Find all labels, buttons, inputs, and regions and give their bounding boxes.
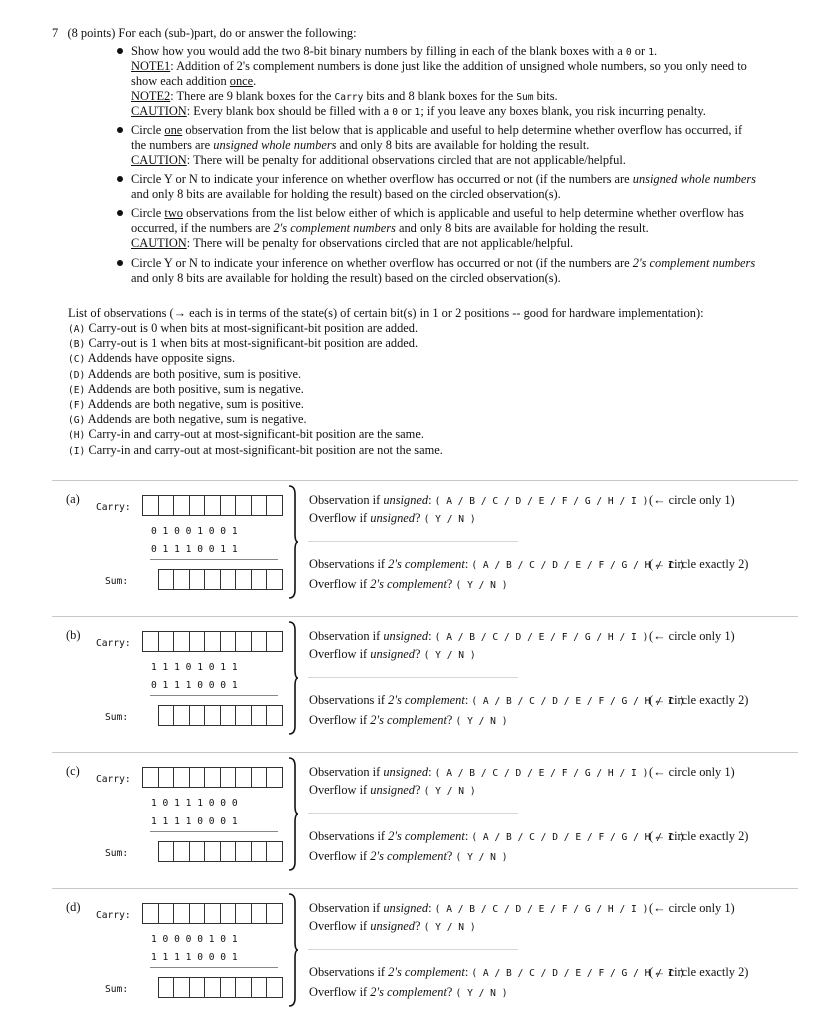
overflow-unsigned-row <box>309 783 476 798</box>
sum-rule <box>150 967 278 968</box>
sum-bit-box[interactable] <box>235 569 252 590</box>
part-separator <box>52 480 798 481</box>
observation-item <box>68 382 304 397</box>
part-label: (a) <box>66 492 80 506</box>
overflow-unsigned-choices[interactable]: ( Y / N ) <box>423 786 476 797</box>
observation-item <box>68 321 418 336</box>
addend-2: 1 1 1 1 0 0 0 1 <box>151 952 238 963</box>
question-number: 7 <box>52 26 59 40</box>
overflow-twos-type: 2's complement <box>370 713 447 727</box>
carry-bit-box[interactable] <box>235 767 252 788</box>
observation-key: (A) <box>68 324 86 335</box>
part-label: (d) <box>66 900 81 914</box>
sum-bit-box[interactable] <box>220 841 237 862</box>
sum-bit-box[interactable] <box>158 977 175 998</box>
bullet-2-marker <box>117 127 123 133</box>
overflow-twos-type: 2's complement <box>370 985 447 999</box>
observation-unsigned-type: unsigned <box>383 629 429 643</box>
observation-text: Carry-out is 1 when bits at most-significant-bit position are added. <box>88 336 419 351</box>
sum-rule <box>150 559 278 560</box>
observation-key: (D) <box>68 369 86 381</box>
bullet-5-line-1: Circle Y or N to indicate your inference on whether overflow has occurred or not (if the numbers are 2's complement numbers <box>131 256 756 270</box>
observation-text: Carry-in and carry-out at most-significant-bit position are not the same. <box>88 442 443 457</box>
observation-unsigned-row <box>309 629 648 644</box>
carry-bit-box[interactable] <box>142 631 159 652</box>
observation-unsigned-row <box>309 765 648 780</box>
observation-key: (F) <box>68 400 86 411</box>
caution-1-line: CAUTION: Every blank box should be filled with a 0 or 1; if you leave any boxes blank, you risk incurring penalty. <box>131 104 706 118</box>
carry-label: Carry: <box>96 910 131 921</box>
observation-twos-row <box>309 693 685 708</box>
overflow-unsigned-type: unsigned <box>370 919 416 933</box>
circle-only-note: (← circle only 1) <box>649 629 735 643</box>
carry-bit-box[interactable] <box>235 495 252 516</box>
carry-bit-box[interactable] <box>204 631 221 652</box>
addend-2: 1 1 1 1 0 0 0 1 <box>151 816 238 827</box>
observation-twos-row <box>309 965 685 980</box>
overflow-twos-choices[interactable]: ( Y / N ) <box>455 852 508 863</box>
observation-unsigned-colon: : <box>428 629 432 643</box>
observation-twos-prefix: Observations if <box>309 557 386 571</box>
overflow-twos-row <box>309 985 508 1000</box>
carry-bit-box[interactable] <box>251 767 268 788</box>
carry-bit-box[interactable] <box>204 767 221 788</box>
bullet-2-line-2: the numbers are unsigned whole numbers and only 8 bits are available for holding the result. <box>131 138 590 152</box>
carry-bit-box[interactable] <box>142 495 159 516</box>
observation-twos-prefix: Observations if <box>309 693 386 707</box>
carry-bit-box[interactable] <box>173 903 190 924</box>
overflow-unsigned-type: unsigned <box>370 647 416 661</box>
carry-bit-box[interactable] <box>158 903 175 924</box>
bullet-4-line-1: Circle two observations from the list below either of which is applicable and useful to help determine whether overflow has <box>131 206 744 220</box>
observation-twos-choices[interactable]: ( A / B / C / D / E / F / G / H / I ) <box>471 968 686 979</box>
sum-bit-box[interactable] <box>251 841 268 862</box>
observation-item <box>68 397 304 412</box>
sum-bit-box[interactable] <box>220 705 237 726</box>
carry-bit-box[interactable] <box>251 495 268 516</box>
sum-bit-box[interactable] <box>158 841 175 862</box>
overflow-twos-type: 2's complement <box>370 849 447 863</box>
carry-bit-box[interactable] <box>220 631 237 652</box>
overflow-unsigned-prefix: Overflow if <box>309 783 368 797</box>
carry-bit-box[interactable] <box>158 767 175 788</box>
sum-bit-box[interactable] <box>251 705 268 726</box>
observation-twos-choices[interactable]: ( A / B / C / D / E / F / G / H / I ) <box>471 696 686 707</box>
carry-bit-box[interactable] <box>173 767 190 788</box>
observation-twos-colon: : <box>464 965 469 979</box>
observation-text: Addends are both positive, sum is negative. <box>87 381 304 396</box>
sum-bit-box[interactable] <box>220 569 237 590</box>
observation-twos-colon: : <box>464 693 469 707</box>
sum-bit-box[interactable] <box>235 977 252 998</box>
overflow-unsigned-qmark: ? <box>415 919 421 933</box>
question-header <box>52 26 357 40</box>
observation-twos-row <box>309 829 685 844</box>
bullet-1-line-1: Show how you would add the two 8-bit binary numbers by filling in each of the blank boxes with a 0 or 1. <box>131 44 658 58</box>
addend-1: 0 1 0 0 1 0 0 1 <box>151 526 238 537</box>
sum-bit-box[interactable] <box>173 569 190 590</box>
addend-1: 1 0 1 1 1 0 0 0 <box>151 798 238 809</box>
sum-bit-box[interactable] <box>266 841 283 862</box>
overflow-unsigned-prefix: Overflow if <box>309 647 368 661</box>
sum-bit-box[interactable] <box>251 977 268 998</box>
sum-label: Sum: <box>105 848 129 859</box>
observation-key: (E) <box>68 384 86 396</box>
question-intro: (8 points) For each (sub-)part, do or answer the following: <box>67 26 357 40</box>
sum-bit-box[interactable] <box>173 705 190 726</box>
observation-twos-colon: : <box>464 557 469 571</box>
overflow-unsigned-choices[interactable]: ( Y / N ) <box>423 650 476 661</box>
observation-key: (G) <box>68 415 86 427</box>
sum-bit-box[interactable] <box>173 977 190 998</box>
observation-unsigned-colon: : <box>428 493 432 507</box>
overflow-unsigned-row <box>309 511 476 526</box>
circle-exactly-note: (← circle exactly 2) <box>649 693 749 707</box>
overflow-twos-row <box>309 849 508 864</box>
overflow-twos-qmark: ? <box>446 985 453 999</box>
bullet-3-line-2: and only 8 bits are available for holding the result) based on the circled observation(s). <box>131 187 561 201</box>
sum-bit-box[interactable] <box>158 705 175 726</box>
right-brace <box>287 484 299 600</box>
circle-only-note: (← circle only 1) <box>649 765 735 779</box>
bullet-3-line-1: Circle Y or N to indicate your inference on whether overflow has occurred or not (if the numbers are unsigned whole numbers <box>131 172 756 186</box>
overflow-twos-choices[interactable]: ( Y / N ) <box>455 580 508 591</box>
observation-twos-colon: : <box>464 829 469 843</box>
sum-bit-box[interactable] <box>189 705 206 726</box>
observation-unsigned-choices[interactable]: ( A / B / C / D / E / F / G / H / I ) <box>434 768 649 779</box>
observation-item <box>68 367 301 382</box>
observation-twos-type: 2's complement <box>388 829 465 843</box>
observation-key: (H) <box>68 430 86 442</box>
note1-line-2: show each addition once. <box>131 74 257 88</box>
overflow-unsigned-type: unsigned <box>370 783 416 797</box>
observation-unsigned-type: unsigned <box>383 765 429 779</box>
carry-bit-box[interactable] <box>158 631 175 652</box>
overflow-twos-prefix: Overflow if <box>309 577 368 591</box>
carry-bit-box[interactable] <box>158 495 175 516</box>
observation-unsigned-colon: : <box>428 901 432 915</box>
observation-twos-row <box>309 557 685 572</box>
overflow-twos-qmark: ? <box>446 713 453 727</box>
observation-unsigned-choices[interactable]: ( A / B / C / D / E / F / G / H / I ) <box>434 496 649 507</box>
bullet-4-marker <box>117 210 123 216</box>
observation-unsigned-row <box>309 901 648 916</box>
observation-twos-prefix: Observations if <box>309 965 386 979</box>
overflow-unsigned-choices[interactable]: ( Y / N ) <box>423 922 476 933</box>
overflow-twos-prefix: Overflow if <box>309 985 368 999</box>
observation-twos-type: 2's complement <box>388 557 465 571</box>
part-label: (b) <box>66 628 81 642</box>
sum-bit-box[interactable] <box>204 705 221 726</box>
observation-key: (C) <box>68 354 86 366</box>
carry-bit-box[interactable] <box>220 767 237 788</box>
observation-text: Addends are both negative, sum is positive. <box>87 397 304 411</box>
observation-unsigned-prefix: Observation if <box>309 901 381 915</box>
carry-bit-box[interactable] <box>266 631 283 652</box>
note2-line: NOTE2: There are 9 blank boxes for the Carry bits and 8 blank boxes for the Sum bits. <box>131 89 558 103</box>
bullet-5-line-2: and only 8 bits are available for holding the result) based on the circled observation(s). <box>131 271 561 285</box>
caution-4-line: CAUTION: There will be penalty for observations circled that are not applicable/helpful. <box>131 236 574 250</box>
carry-bit-box[interactable] <box>266 495 283 516</box>
circle-only-note: (← circle only 1) <box>649 493 735 507</box>
sum-bit-box[interactable] <box>251 569 268 590</box>
overflow-twos-choices[interactable]: ( Y / N ) <box>455 716 508 727</box>
note1-line-1: NOTE1: Addition of 2's complement numbers is done just like the addition of unsigned whole numbers, so you only need to <box>131 59 747 73</box>
observation-twos-choices[interactable]: ( A / B / C / D / E / F / G / H / I ) <box>471 832 686 843</box>
part-separator <box>52 752 798 753</box>
right-brace <box>287 620 299 736</box>
overflow-unsigned-prefix: Overflow if <box>309 511 368 525</box>
addend-2: 0 1 1 1 0 0 1 1 <box>151 544 238 555</box>
sum-bit-box[interactable] <box>235 705 252 726</box>
circle-exactly-note: (← circle exactly 2) <box>649 829 749 843</box>
carry-bit-box[interactable] <box>189 631 206 652</box>
right-brace <box>287 892 299 1008</box>
bullet-5-marker <box>117 260 123 266</box>
observation-item <box>68 443 443 458</box>
observation-item <box>68 412 307 427</box>
carry-bit-box[interactable] <box>266 903 283 924</box>
sum-bit-box[interactable] <box>266 977 283 998</box>
overflow-unsigned-type: unsigned <box>370 511 416 525</box>
sum-bit-box[interactable] <box>220 977 237 998</box>
observation-key: (I) <box>68 445 86 457</box>
addend-2: 0 1 1 1 0 0 0 1 <box>151 680 238 691</box>
carry-label: Carry: <box>96 502 131 513</box>
sum-label: Sum: <box>105 984 129 995</box>
addend-1: 1 0 0 0 0 1 0 1 <box>151 934 238 945</box>
carry-label: Carry: <box>96 638 131 649</box>
sum-bit-box[interactable] <box>189 977 206 998</box>
overflow-twos-row <box>309 713 508 728</box>
overflow-twos-qmark: ? <box>446 849 453 863</box>
observation-unsigned-type: unsigned <box>383 493 429 507</box>
right-brace <box>287 756 299 872</box>
overflow-twos-prefix: Overflow if <box>309 849 368 863</box>
part-separator <box>52 616 798 617</box>
observation-item <box>68 351 235 366</box>
answer-divider <box>308 813 518 814</box>
overflow-twos-qmark: ? <box>446 577 453 591</box>
overflow-unsigned-row <box>309 919 476 934</box>
bullet-4-line-2: occurred, if the numbers are 2's complement numbers and only 8 bits are available for holding the result. <box>131 221 649 235</box>
observation-unsigned-prefix: Observation if <box>309 629 381 643</box>
observation-item <box>68 427 424 442</box>
observation-unsigned-choices[interactable]: ( A / B / C / D / E / F / G / H / I ) <box>434 904 649 915</box>
sum-label: Sum: <box>105 576 129 587</box>
sum-bit-box[interactable] <box>189 569 206 590</box>
observation-text: Addends have opposite signs. <box>87 351 236 366</box>
circle-exactly-note: (← circle exactly 2) <box>649 965 749 979</box>
overflow-twos-prefix: Overflow if <box>309 713 368 727</box>
carry-bit-box[interactable] <box>173 631 190 652</box>
sum-bit-box[interactable] <box>189 841 206 862</box>
sum-bit-box[interactable] <box>204 841 221 862</box>
caution-2-line: CAUTION: There will be penalty for additional observations circled that are not applicable/helpful. <box>131 153 626 167</box>
bullet-2-line-1: Circle one observation from the list below that is applicable and useful to help determine whether overflow has occurred, if <box>131 123 743 137</box>
addend-1: 1 1 1 0 1 0 1 1 <box>151 662 238 673</box>
observation-unsigned-type: unsigned <box>383 901 429 915</box>
sum-bit-box[interactable] <box>235 841 252 862</box>
sum-bit-box[interactable] <box>158 569 175 590</box>
sum-bit-box[interactable] <box>204 569 221 590</box>
sum-bit-box[interactable] <box>173 841 190 862</box>
overflow-unsigned-qmark: ? <box>415 783 421 797</box>
observations-heading: List of observations (→ each is in terms of the state(s) of certain bit(s) in 1 or 2 positions -- good for hardware implementation): <box>68 306 704 320</box>
carry-bit-box[interactable] <box>142 903 159 924</box>
observation-unsigned-prefix: Observation if <box>309 493 381 507</box>
overflow-unsigned-qmark: ? <box>415 511 421 525</box>
observation-text: Addends are both negative, sum is negative. <box>87 412 307 427</box>
answer-divider <box>308 677 518 678</box>
carry-bit-box[interactable] <box>235 631 252 652</box>
carry-bit-box[interactable] <box>266 767 283 788</box>
answer-divider <box>308 949 518 950</box>
sum-bit-box[interactable] <box>204 977 221 998</box>
overflow-unsigned-qmark: ? <box>415 647 421 661</box>
sum-bit-box[interactable] <box>266 705 283 726</box>
sum-bit-box[interactable] <box>266 569 283 590</box>
overflow-twos-row <box>309 577 508 592</box>
observation-unsigned-prefix: Observation if <box>309 765 381 779</box>
observation-twos-type: 2's complement <box>388 693 465 707</box>
observation-unsigned-choices[interactable]: ( A / B / C / D / E / F / G / H / I ) <box>434 632 649 643</box>
part-separator <box>52 888 798 889</box>
bullet-1-marker <box>117 48 123 54</box>
carry-bit-box[interactable] <box>220 903 237 924</box>
sum-rule <box>150 695 278 696</box>
circle-exactly-note: (← circle exactly 2) <box>649 557 749 571</box>
carry-bit-box[interactable] <box>204 903 221 924</box>
overflow-twos-type: 2's complement <box>370 577 447 591</box>
carry-bit-box[interactable] <box>189 495 206 516</box>
observation-twos-prefix: Observations if <box>309 829 386 843</box>
carry-bit-box[interactable] <box>204 495 221 516</box>
carry-bit-box[interactable] <box>251 631 268 652</box>
sum-label: Sum: <box>105 712 129 723</box>
overflow-unsigned-choices[interactable]: ( Y / N ) <box>423 514 476 525</box>
observation-text: Addends are both positive, sum is positive. <box>87 366 302 381</box>
carry-bit-box[interactable] <box>220 495 237 516</box>
overflow-unsigned-row <box>309 647 476 662</box>
carry-bit-box[interactable] <box>189 903 206 924</box>
observation-key: (B) <box>68 339 86 351</box>
overflow-unsigned-prefix: Overflow if <box>309 919 368 933</box>
observation-text: Carry-out is 0 when bits at most-significant-bit position are added. <box>88 321 419 335</box>
carry-bit-box[interactable] <box>142 767 159 788</box>
carry-label: Carry: <box>96 774 131 785</box>
observation-twos-choices[interactable]: ( A / B / C / D / E / F / G / H / I ) <box>471 560 686 571</box>
carry-bit-box[interactable] <box>173 495 190 516</box>
observation-unsigned-row <box>309 493 648 508</box>
overflow-twos-choices[interactable]: ( Y / N ) <box>455 988 508 999</box>
observation-item <box>68 336 418 351</box>
sum-rule <box>150 831 278 832</box>
observation-text: Carry-in and carry-out at most-significant-bit position are the same. <box>88 427 424 442</box>
observation-unsigned-colon: : <box>428 765 432 779</box>
observation-twos-type: 2's complement <box>388 965 465 979</box>
carry-bit-box[interactable] <box>251 903 268 924</box>
part-label: (c) <box>66 764 80 778</box>
carry-bit-box[interactable] <box>189 767 206 788</box>
answer-divider <box>308 541 518 542</box>
bullet-3-marker <box>117 176 123 182</box>
circle-only-note: (← circle only 1) <box>649 901 735 915</box>
carry-bit-box[interactable] <box>235 903 252 924</box>
